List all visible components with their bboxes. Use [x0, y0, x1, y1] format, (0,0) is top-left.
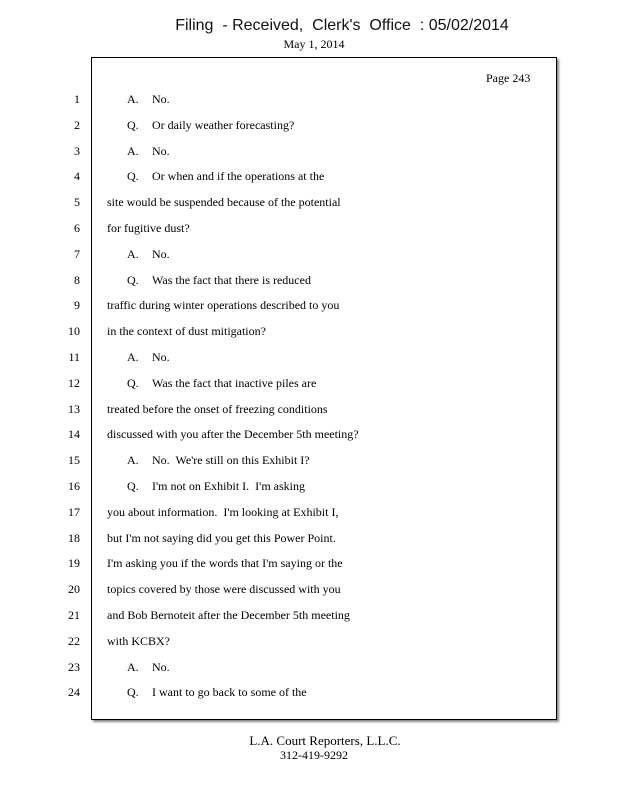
transcript-line — [0, 169, 618, 189]
line-number: 18 — [68, 530, 80, 545]
line-text: you about information. I'm looking at Exhibit I, — [107, 504, 339, 519]
speaker-prefix: A. — [127, 350, 139, 364]
court-reporter-company: L.A. Court Reporters, L.L.C. — [249, 733, 401, 748]
speaker-prefix: A. — [127, 246, 139, 261]
transcript-line — [0, 608, 618, 628]
line-text: but I'm not saying did you get this Power Point. — [107, 530, 336, 545]
speaker-prefix: A. — [127, 92, 139, 106]
transcript-line — [0, 144, 618, 164]
line-number: 10 — [68, 324, 80, 339]
line-text: Or when and if the operations at the — [152, 169, 325, 184]
line-text: Or daily weather forecasting? — [152, 117, 295, 132]
transcript-line — [0, 479, 618, 499]
transcript-line — [0, 660, 618, 680]
line-number: 4 — [74, 169, 80, 184]
line-text: for fugitive dust? — [107, 221, 190, 235]
line-number: 1 — [74, 92, 80, 106]
transcript-line — [0, 247, 618, 267]
line-number: 11 — [68, 350, 80, 364]
page-number: Page 243 — [486, 71, 531, 85]
line-text: I'm asking you if the words that I'm saying or the — [107, 556, 343, 571]
transcript-line — [0, 273, 618, 293]
transcript-line — [0, 453, 618, 473]
court-reporter-phone: 312-419-9292 — [280, 748, 348, 762]
line-number: 12 — [68, 375, 80, 390]
transcript-line — [0, 298, 618, 318]
transcript-line — [0, 221, 618, 241]
document-date: May 1, 2014 — [283, 37, 345, 51]
speaker-prefix: Q. — [127, 375, 139, 390]
line-number: 21 — [68, 608, 80, 622]
transcript-line — [0, 195, 618, 215]
line-number: 8 — [74, 272, 80, 287]
transcript-line — [0, 427, 618, 447]
transcript-line — [0, 685, 618, 705]
line-number: 16 — [68, 479, 80, 493]
line-number: 23 — [68, 659, 80, 674]
transcript-line — [0, 634, 618, 654]
line-text: No. — [152, 92, 170, 106]
line-number: 15 — [68, 453, 80, 468]
line-number: 3 — [74, 143, 80, 158]
line-number: 19 — [68, 556, 80, 571]
line-number: 22 — [68, 633, 80, 648]
transcript-line — [0, 350, 618, 370]
line-number: 17 — [68, 504, 80, 519]
transcript-line — [0, 92, 618, 112]
line-text: I'm not on Exhibit I. I'm asking — [152, 479, 305, 493]
transcript-line — [0, 505, 618, 525]
transcript-line — [0, 531, 618, 551]
speaker-prefix: A. — [127, 453, 139, 468]
transcript-line — [0, 556, 618, 576]
line-text: topics covered by those were discussed with you — [107, 582, 341, 597]
speaker-prefix: Q. — [127, 479, 139, 493]
speaker-prefix: Q. — [127, 117, 139, 132]
line-text: treated before the onset of freezing conditions — [107, 401, 328, 416]
line-number: 9 — [74, 298, 80, 313]
speaker-prefix: Q. — [127, 685, 139, 700]
line-text: site would be suspended because of the potential — [107, 195, 341, 210]
line-text: No. We're still on this Exhibit I? — [152, 453, 310, 468]
line-text: No. — [152, 350, 170, 364]
line-text: and Bob Bernoteit after the December 5th meeting — [107, 608, 350, 622]
speaker-prefix: A. — [127, 143, 139, 158]
line-text: with KCBX? — [107, 633, 170, 648]
transcript-line — [0, 582, 618, 602]
line-text: discussed with you after the December 5th meeting? — [107, 427, 359, 442]
line-number: 14 — [68, 427, 80, 442]
transcript-line — [0, 376, 618, 396]
line-text: Was the fact that inactive piles are — [152, 375, 317, 390]
line-number: 13 — [68, 401, 80, 416]
filing-stamp: Filing - Received, Clerk's Office : 05/02/2014 — [175, 17, 509, 34]
transcript-line — [0, 324, 618, 344]
line-text: Was the fact that there is reduced — [152, 272, 311, 287]
line-text: No. — [152, 659, 170, 674]
speaker-prefix: A. — [127, 659, 139, 674]
line-text: traffic during winter operations described to you — [107, 298, 340, 313]
line-text: No. — [152, 143, 170, 158]
line-number: 24 — [68, 685, 80, 700]
line-number: 2 — [74, 117, 80, 132]
line-number: 5 — [74, 195, 80, 210]
speaker-prefix: Q. — [127, 272, 139, 287]
line-text: No. — [152, 246, 170, 261]
transcript-line — [0, 402, 618, 422]
line-text: I want to go back to some of the — [152, 685, 307, 700]
line-text: in the context of dust mitigation? — [107, 324, 266, 339]
line-number: 7 — [74, 246, 80, 261]
transcript-line — [0, 118, 618, 138]
line-number: 6 — [74, 221, 80, 235]
line-number: 20 — [68, 582, 80, 597]
speaker-prefix: Q. — [127, 169, 139, 184]
